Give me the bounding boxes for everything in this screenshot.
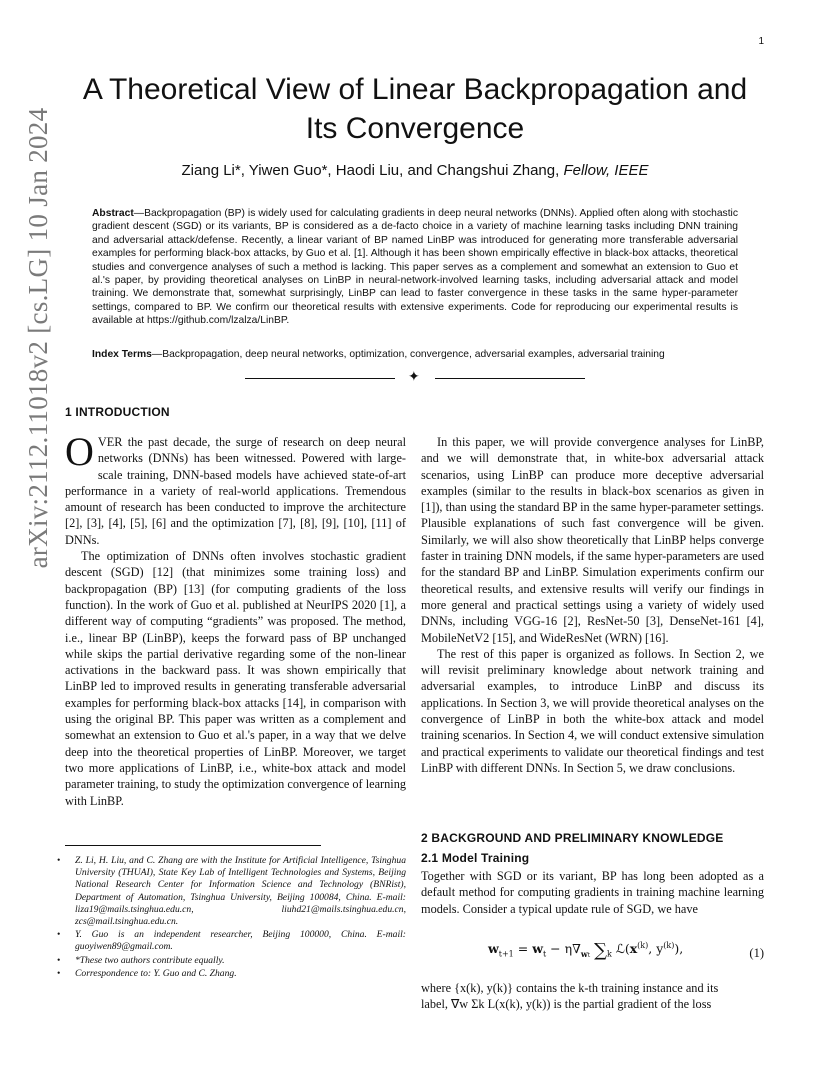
section-2-heading: 2 BACKGROUND AND PRELIMINARY KNOWLEDGE bbox=[421, 831, 724, 845]
equation-number: (1) bbox=[749, 946, 764, 960]
footnote-guo: • Y. Guo is an independent researcher, Beijing 100000, China. E-mail: guoyiwen89@gmail.com. bbox=[57, 929, 406, 953]
footnote-rule bbox=[65, 845, 321, 846]
abstract-label: Abstract bbox=[92, 208, 134, 219]
page-number: 1 bbox=[758, 36, 764, 47]
equation-1 bbox=[470, 936, 764, 976]
index-terms-label: Index Terms bbox=[92, 349, 152, 360]
right-paragraph-4 bbox=[421, 980, 764, 1013]
index-terms-text: —Backpropagation, deep neural networks, optimization, convergence, adversarial examples, adversarial training bbox=[151, 349, 665, 360]
footnote-affiliation: • Z. Li, H. Liu, and C. Zhang are with the Institute for Artificial Intelligence, Tsinghua University (THUAI), State Key Lab of Intelligent Technologies and Systems, Beijing National Research Center for Information Science and Technology (BNRist), Department of Automation, Tsinghua University, Beijing 100084, China. E-mail: liza19@mails.tsinghua.edu.cn, liuhd21@mails.tsinghua.edu.cn, zcs@mail.tsinghua.edu.cn. bbox=[57, 855, 406, 928]
right-paragraph-3: Together with SGD or its variant, BP has long been adopted as a default method for computing gradients in training machine learning models. Consider a typical update rule of SGD, we have bbox=[421, 869, 764, 916]
equation-body: $w_{t+1} = w_t - \eta\nabla_{wt}$ $\sum_k$ $ℒ(x^{(k)}$, $y^{(k)}$), bbox=[488, 940, 684, 961]
index-terms bbox=[92, 348, 738, 361]
footnote-equal-contribution: • *These two authors contribute equally. bbox=[57, 954, 225, 966]
right-column-text bbox=[421, 434, 764, 776]
right-paragraph-4-line-2: label, ∇w Σk L(x(k), y(k)) is the partial gradient of the loss bbox=[421, 997, 712, 1012]
authors-suffix: Fellow, IEEE bbox=[563, 162, 649, 179]
abstract bbox=[92, 207, 738, 328]
right-paragraph-1: In this paper, we will provide convergence analyses for LinBP, and we will demonstrate that, in white-box adversarial attack scenarios, using LinBP can produce more deceptive adversarial examples (similar to the results in black-box scenarios as given in [1]), than using the standard BP in the same hyper-parameter settings. Plausible explanations of such fast convergence will be given. Similarly, we will also show theoretically that LinBP helps converge faster in training DNN models, if the same hyper-parameters are used for the standard BP and LinBP. Simulation experiments confirm our theoretical results, and extensive results will verify our findings in more general and practical settings using a variety of widely used DNNs, including VGG-16 [2], ResNet-50 [3], DenseNet-161 [4], MobileNetV2 [15], and WideResNet (WRN) [16]. bbox=[421, 435, 764, 645]
authors: Ziang Li*, Yiwen Guo*, Haodi Liu, and Changshui Zhang, bbox=[181, 162, 560, 179]
abstract-text: —Backpropagation (BP) is widely used for calculating gradients in deep neural networks (DNNs). Applied often along with stochastic gradient descent (SGD) or its variants, BP is considered as a de-facto choice in a variety of machine learning tasks including DNN training and adversarial attack/defense. Recently, a linear variant of BP named LinBP was introduced for generating more transferable adversarial examples for performing black-box attacks, by Guo et al. [1]. Although it has been shown empirically effective in black-box attacks, theoretical studies and convergence analyses of such a method is lacking. This paper serves as a complement and somewhat an extension to Guo et al.'s paper, by providing theoretical analyses on LinBP in neural-network-involved learning tasks, including adversarial attack and model training. We demonstrate that, somewhat surprisingly, LinBP can lead to faster convergence in these tasks in the same hyper-parameter settings, compared to BP. We confirm our theoretical results with extensive experiments. Code for reproducing our experimental results is available at https://github.com/lzalza/LinBP. bbox=[92, 208, 738, 327]
footnotes bbox=[55, 855, 406, 981]
drop-cap: O bbox=[65, 429, 94, 474]
section-2-1-heading: 2.1 Model Training bbox=[421, 851, 530, 865]
right-paragraph-4-line-1: where {x(k), y(k)} contains the k-th training instance and its bbox=[421, 981, 719, 995]
author-line bbox=[70, 162, 760, 179]
section-1-heading: 1 INTRODUCTION bbox=[65, 405, 170, 419]
right-paragraph-2: The rest of this paper is organized as follows. In Section 2, we will revisit preliminary knowledge about network training and adversarial examples, to introduce LinBP and discuss its applications. In Section 3, we will provide theoretical analyses on the convergence of LinBP in both the white-box attack and model training scenarios. In Section 4, we will conduct extensive simulation and practical experiments to validate our theoretical findings and test LinBP with different DNNs. In Section 5, we draw conclusions. bbox=[421, 646, 764, 775]
footnote-correspondence: • Correspondence to: Y. Guo and C. Zhang. bbox=[57, 967, 237, 979]
intro-paragraph-2: The optimization of DNNs often involves stochastic gradient descent (SGD) [12] (that minimizes some training loss) and backpropagation (BP) [13] (for computing gradients of the loss function). In the work of Guo et al. published at NeurIPS 2020 [1], a different way of computing “gradients” was proposed. The method, i.e., linear BP (LinBP), keeps the forward pass of BP unchanged while skips the partial derivative regarding some of the non-linear activations in the backward pass. It was shown empirically that LinBP led to improved results in generating transferable adversarial examples for performing black-box attacks [14], in comparison with using the original BP. This paper was written as a complement and somewhat an extension to Guo et al.'s paper, in a way that we delve deep into the theoretical properties of LinBP. Moreover, we target two more applications of LinBP, i.e., white-box attack and model parameter training, to study the optimization convergence of learning with LinBP. bbox=[65, 549, 406, 808]
section-divider: ✦ bbox=[245, 373, 585, 383]
intro-paragraph-1: OVER the past decade, the surge of research on deep neural networks (DNNs) has been witnessed. Powered with large-scale training, DNN-based models have achieved state-of-art performance in a variety of real-world applications. Tremendous amount of research has been conducted to improve the architecture [2], [3], [4], [5], [6] and the optimization [7], [8], [9], [10], [11] of DNNs. bbox=[65, 429, 406, 547]
left-column-text bbox=[65, 429, 406, 809]
arxiv-stamp: arXiv:2112.11018v2 [cs.LG] 10 Jan 2024 bbox=[23, 107, 53, 569]
paper-title: A Theoretical View of Linear Backpropagation and Its Convergence bbox=[82, 73, 748, 145]
